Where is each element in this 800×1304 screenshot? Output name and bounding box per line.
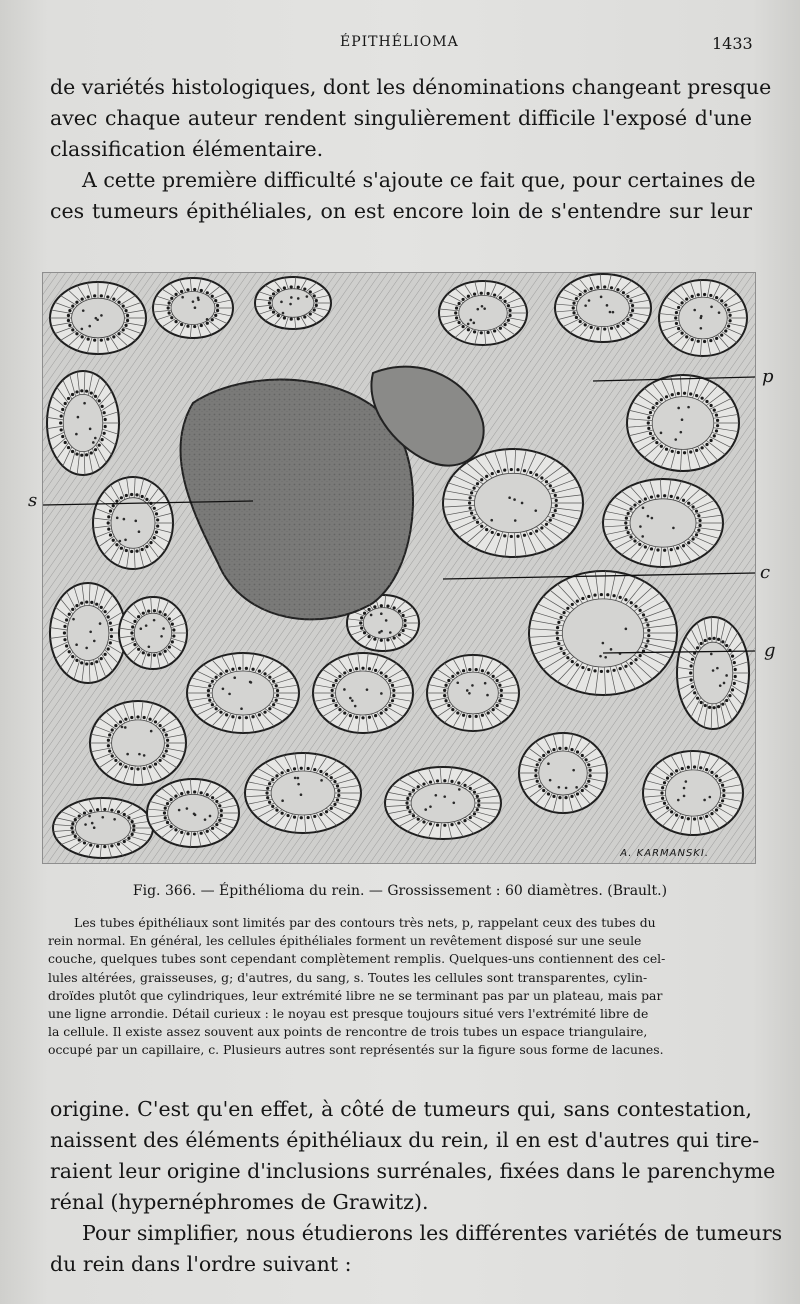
tubule (677, 617, 749, 729)
figure-caption-body (48, 914, 756, 1060)
page-number: 1433 (712, 34, 753, 53)
tubule (93, 477, 173, 569)
running-title: ÉPITHÉLIOMA (340, 34, 459, 50)
tubule (659, 280, 747, 356)
tubule (529, 571, 677, 695)
tubule (555, 274, 651, 342)
label-p: p (762, 366, 774, 387)
text-line: ces tumeurs épithéliales, on est encore loin de s'entendre sur leur (50, 199, 752, 223)
caption-line: une ligne arrondie. Détail curieux : le noyau est presque toujours situé vers l'extrémité libre de (48, 1006, 649, 1022)
paragraph-top (50, 72, 772, 227)
caption-line: la cellule. Il existe assez souvent aux points de rencontre de trois tubes un espace triangulaire, (48, 1024, 648, 1040)
tubule (643, 751, 743, 835)
tubule (187, 653, 299, 733)
tubule (153, 278, 233, 338)
figure-caption-title: Fig. 366. — Épithélioma du rein. — Grossissement : 60 diamètres. (Brault.) (132, 883, 668, 899)
tubule (313, 653, 413, 733)
label-c: c (760, 562, 771, 583)
tubule (627, 375, 739, 471)
text-line: naissent des éléments épithéliaux du rein, il en est d'autres qui tire- (50, 1128, 760, 1152)
tubule (385, 767, 501, 839)
tubule (50, 583, 126, 683)
tissue-illustration (43, 273, 755, 863)
text-line: du rein dans l'ordre suivant : (50, 1252, 352, 1276)
tubule (119, 597, 187, 669)
tubule (47, 371, 119, 475)
tubule (427, 655, 519, 731)
text-line: origine. C'est qu'en effet, à côté de tumeurs qui, sans contestation, (50, 1097, 752, 1121)
caption-line: rein normal. En général, les cellules épithéliales forment un revêtement disposé sur une seule (48, 933, 642, 949)
text-line: raient leur origine d'inclusions surrénales, fixées dans le parenchyme (50, 1159, 776, 1183)
text-line: Pour simplifier, nous étudierons les différentes variétés de tumeurs (82, 1221, 783, 1245)
label-g: g (764, 640, 776, 661)
caption-line: occupé par un capillaire, c. Plusieurs autres sont représentés sur la figure sous forme de lacunes. (48, 1042, 664, 1058)
artist-signature: A. KARMANSKI. (620, 848, 709, 859)
running-head (0, 34, 800, 56)
text-line: de variétés histologiques, dont les dénominations changeant presque (50, 75, 772, 99)
tubule (147, 779, 239, 847)
tubule (255, 277, 331, 329)
tubule (439, 281, 527, 345)
caption-line: lules altérées, graisseuses, g; d'autres, du sang, s. Toutes les cellules sont transparentes, cylin- (48, 969, 648, 985)
caption-line: droïdes plutôt que cylindriques, leur extrémité libre ne se terminant pas par un plateau, mais par (48, 987, 663, 1003)
tubule (53, 798, 153, 858)
tubule (443, 449, 583, 557)
tubule (603, 479, 723, 567)
tubule (50, 282, 146, 354)
tubule (519, 733, 607, 813)
tubule (90, 701, 186, 785)
text-line: A cette première difficulté s'ajoute ce fait que, pour certaines de (82, 168, 756, 192)
tubule (245, 753, 361, 833)
label-s: s (28, 490, 38, 511)
histology-figure (42, 272, 756, 864)
text-line: classification élémentaire. (50, 137, 324, 161)
text-line: rénal (hypernéphromes de Grawitz). (50, 1190, 429, 1214)
paragraph-bottom (50, 1094, 783, 1280)
caption-line: Les tubes épithéliaux sont limités par des contours très nets, p, rappelant ceux des tubes du (74, 915, 656, 930)
caption-line: couche, quelques tubes sont cependant complètement remplis. Quelques-uns contiennent des cel- (48, 951, 666, 967)
text-line: avec chaque auteur rendent singulièrement difficile l'exposé d'une (50, 106, 752, 130)
